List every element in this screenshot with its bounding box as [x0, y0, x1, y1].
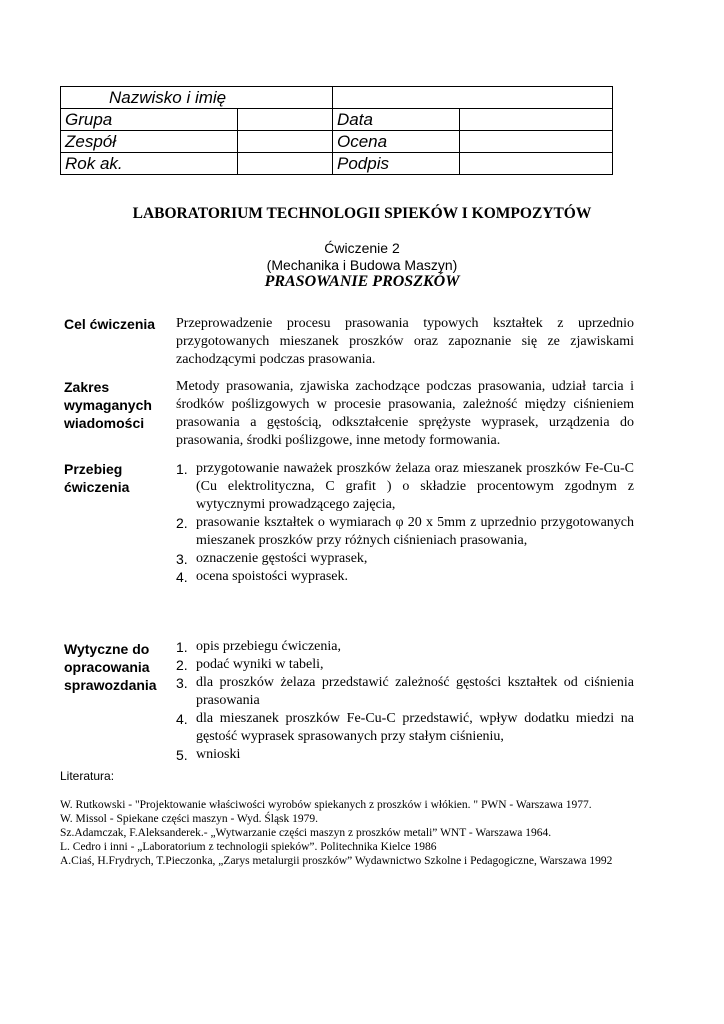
literature-heading: Literatura:	[60, 769, 115, 783]
group-label-cell: Grupa	[61, 109, 238, 131]
list-item	[176, 710, 634, 746]
list-item	[176, 568, 634, 586]
item-number: 5.	[176, 747, 188, 763]
item-text: przygotowanie naważek proszków żelaza oraz mieszanek proszków Fe-Cu-C (Cu elektrolityczna, C grafit ) o składzie procentowym zgodnym z wytycznymi prowadzącego zajęcia,	[196, 461, 634, 512]
literature-ref: Sz.Adamczak, F.Aleksanderek.- „Wytwarzanie części maszyn z proszków metali” WNT - Warszawa 1964.	[60, 827, 552, 839]
list-item	[176, 656, 634, 674]
list-item	[176, 746, 634, 764]
item-text: wnioski	[196, 747, 241, 762]
name-label-cell: Nazwisko i imię	[61, 87, 333, 109]
procedure-list	[176, 460, 634, 586]
goal-text	[176, 315, 634, 369]
grade-label-cell: Ocena	[333, 131, 460, 153]
table-row	[61, 87, 613, 109]
team-label-cell: Zespół	[61, 131, 238, 153]
procedure-label: Przebieg ćwiczenia	[64, 461, 130, 495]
grade-value-cell[interactable]	[460, 131, 613, 153]
item-text: ocena spoistości wyprasek.	[196, 569, 349, 584]
item-number: 4.	[176, 711, 188, 727]
item-number: 2.	[176, 515, 188, 531]
date-label-cell: Data	[333, 109, 460, 131]
scope-label: Zakres wymaganych wiadomości	[64, 379, 152, 431]
literature-ref: A.Ciaś, H.Frydrych, T.Pieczonka, „Zarys metalurgii proszków” Wydawnictwo Szkolne i Pedagogiczne, Warszawa 1992	[60, 855, 613, 867]
item-number: 1.	[176, 461, 188, 477]
report-list	[176, 638, 634, 764]
year-value-cell[interactable]	[237, 153, 332, 175]
page-title: LABORATORIUM TECHNOLOGII SPIEKÓW I KOMPOZYTÓW	[132, 205, 592, 222]
item-text: opis przebiegu ćwiczenia,	[196, 639, 341, 654]
table-row	[61, 131, 613, 153]
student-info-table	[60, 86, 613, 175]
exercise-subtitle: PRASOWANIE PROSZKÓW	[264, 273, 460, 290]
signature-label-cell: Podpis	[333, 153, 460, 175]
group-value-cell[interactable]	[237, 109, 332, 131]
list-item	[176, 674, 634, 710]
literature-ref: W. Missol - Spiekane części maszyn - Wyd. Śląsk 1979.	[60, 813, 319, 825]
table-row	[61, 109, 613, 131]
item-number: 1.	[176, 639, 188, 655]
date-value-cell[interactable]	[460, 109, 613, 131]
table-row	[61, 153, 613, 175]
team-value-cell[interactable]	[237, 131, 332, 153]
scope-text	[176, 378, 634, 450]
scope-paragraph: Metody prasowania, zjawiska zachodzące podczas prasowania, udział tarcia i środków poślizgowych w procesie prasowania, zależność między ciśnieniem prasowania a gęstością, odkształcenie sprężyste wyprasek, urządzenia do prasowania, środki poślizgowe, inne metody formowania.	[176, 379, 634, 448]
item-text: dla proszków żelaza przedstawić zależność gęstości kształtek od ciśnienia prasowania	[196, 675, 634, 708]
list-item	[176, 460, 634, 514]
item-text: dla mieszanek proszków Fe-Cu-C przedstawić, wpływ dodatku miedzi na gęstość wyprasek sprasowanych przy stałym ciśnieniu,	[196, 711, 634, 744]
item-text: oznaczenie gęstości wyprasek,	[196, 551, 368, 566]
list-item	[176, 550, 634, 568]
item-text: prasowanie kształtek o wymiarach φ 20 x 5mm z uprzednio przygotowanych mieszanek proszków przy różnych ciśnieniach prasowania,	[196, 515, 634, 548]
literature-list	[60, 798, 630, 868]
literature-ref: W. Rutkowski - "Projektowanie właściwości wyrobów spiekanych z proszków i włókien. " PWN - Warszawa 1977.	[60, 799, 592, 811]
item-number: 3.	[176, 675, 188, 691]
goal-label: Cel ćwiczenia	[64, 316, 156, 332]
year-label-cell: Rok ak.	[61, 153, 238, 175]
exercise-number: Ćwiczenie 2	[324, 240, 400, 256]
signature-value-cell[interactable]	[460, 153, 613, 175]
item-text: podać wyniki w tabeli,	[196, 657, 324, 672]
item-number: 4.	[176, 569, 188, 585]
faculty-name: (Mechanika i Budowa Maszyn)	[266, 257, 458, 273]
list-item	[176, 514, 634, 550]
list-item	[176, 638, 634, 656]
item-number: 2.	[176, 657, 188, 673]
name-value-cell[interactable]	[333, 87, 613, 109]
report-label: Wytyczne do opracowania sprawozdania	[64, 641, 157, 693]
goal-paragraph: Przeprowadzenie procesu prasowania typowych kształtek z uprzednio przygotowanych mieszanek proszków oraz zapoznanie się ze zjawiskami zachodzącymi podczas prasowania.	[176, 316, 634, 367]
literature-ref: L. Cedro i inni - „Laboratorium z technologii spieków”. Politechnika Kielce 1986	[60, 841, 437, 853]
item-number: 3.	[176, 551, 188, 567]
